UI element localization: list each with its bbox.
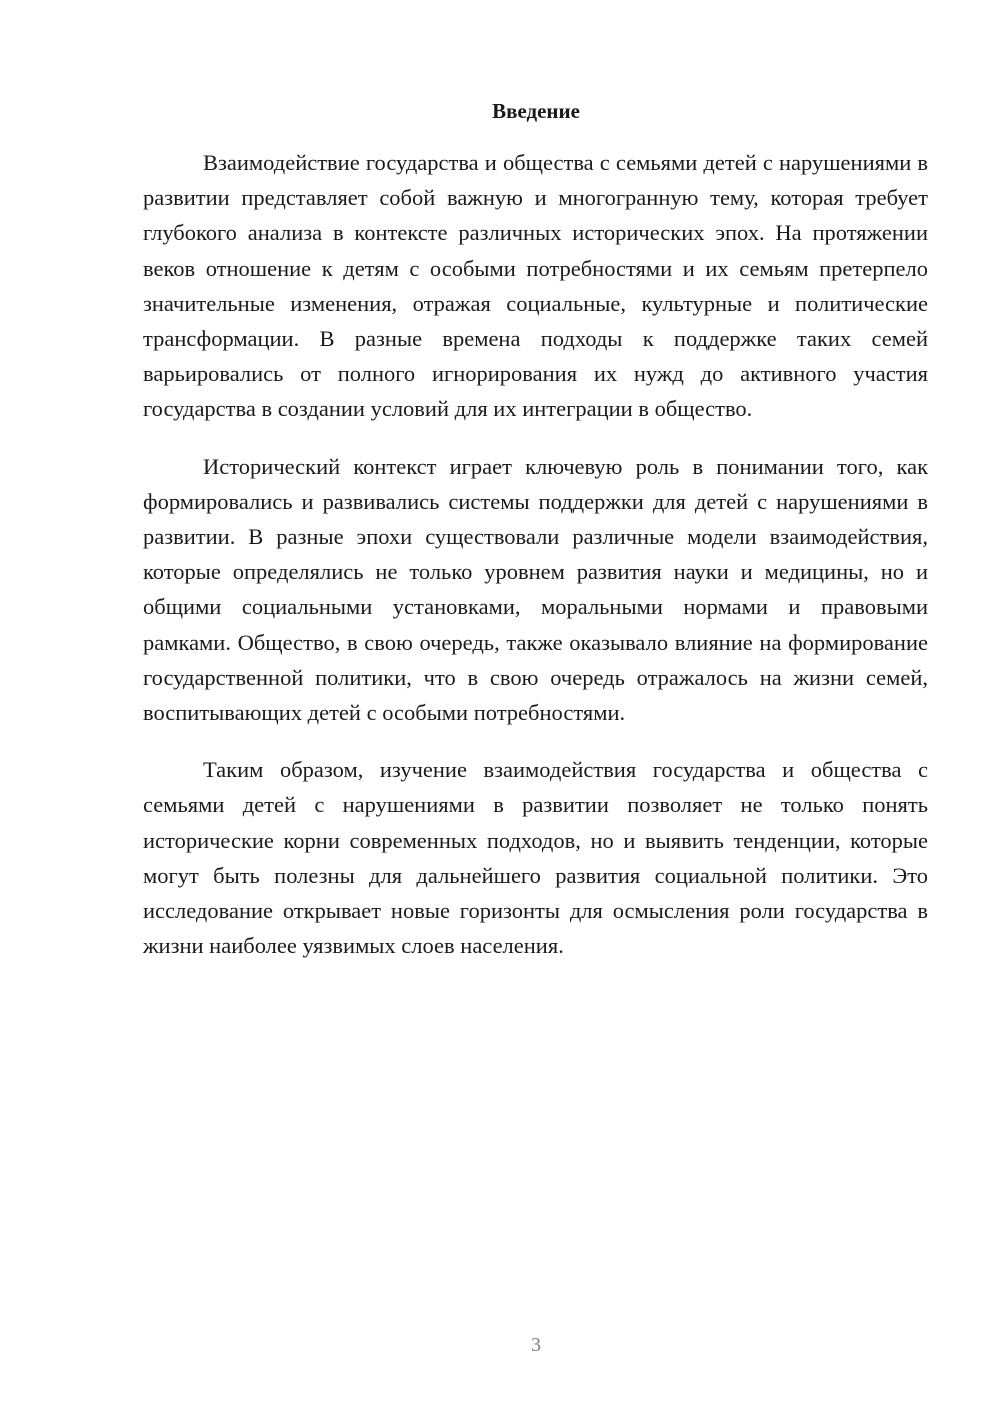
- paragraph-3: Таким образом, изучение взаимодействия государства и общества с семьями детей с нарушениями в развитии позволяет не только понять исторические корни современных подходов, но и выявить тенденции, которые могут быть полезны для дальнейшего развития социальной политики. Это исследование открывает новые горизонты для осмысления роли государства в жизни наиболее уязвимых слоев населения.: [143, 757, 928, 959]
- page-number: 3: [531, 1334, 541, 1356]
- paragraph-1: Взаимодействие государства и общества с семьями детей с нарушениями в развитии представляет собой важную и многогранную тему, которая требует глубокого анализа в контексте различных исторических эпох. На протяжении веков отношение к детям с особыми потребностями и их семьям претерпело значительные изменения, отражая социальные, культурные и политические трансформации. В разные времена подходы к поддержке таких семей варьировались от полного игнорирования их нужд до активного участия государства в создании условий для их интеграции в общество.: [143, 150, 928, 422]
- paragraph-2: Исторический контекст играет ключевую роль в понимании того, как формировались и развивались системы поддержки для детей с нарушениями в развитии. В разные эпохи существовали различные модели взаимодействия, которые определялись не только уровнем развития науки и медицины, но и общими социальными установками, моральными нормами и правовыми рамками. Общество, в свою очередь, также оказывало влияние на формирование государственной политики, что в свою очередь отражалось на жизни семей, воспитывающих детей с особыми потребностями.: [143, 453, 928, 726]
- section-title: Введение: [492, 99, 580, 123]
- body-text: [143, 145, 928, 985]
